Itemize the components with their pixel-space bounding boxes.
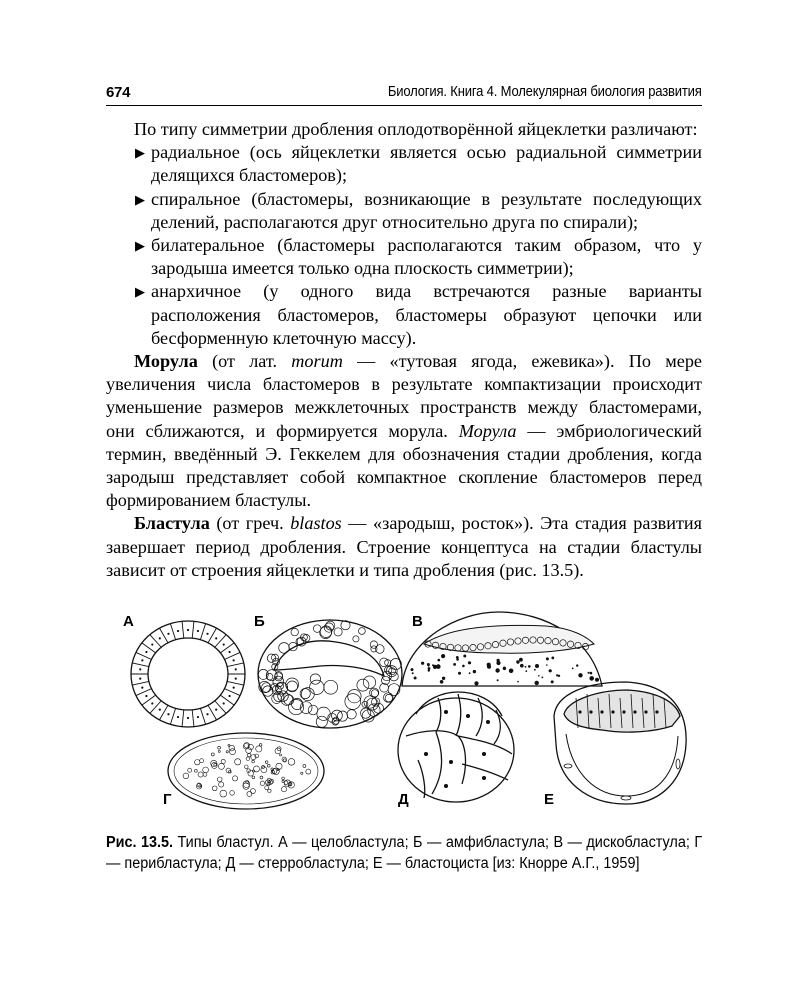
blastula-paragraph: Бластула (от греч. blastos — «зародыш, росток»). Эта стадия развития завершает период дробления. Строение концептуса на стадии бластулы зависит от строения яйцеклетки и типа дробления (рис. 13.5). [106,513,702,580]
list-item: ▶ радиальное (ось яйцеклетки является осью радиальной симметрии делящихся бластомеров); [135,142,702,186]
figure-caption [106,832,702,874]
intro-paragraph: По типу симметрии дробления оплодотворённой яйцеклетки различают: [134,119,698,139]
page-number: 674 [106,84,131,101]
label-e: Е [544,791,555,808]
running-title: Биология. Книга 4. Молекулярная биология развития [388,84,702,100]
sterroblastula-drawing [398,692,514,802]
triangle-bullet-icon: ▶ [135,191,145,207]
symmetry-list [134,141,702,350]
list-item: ▶ билатеральное (бластомеры располагаются таким образом, что у зародыша имеется только одна плоскость симметрии); [135,235,702,279]
blastula-term: Бластула [134,513,210,534]
label-a: А [123,613,134,630]
discoblastula-drawing [402,612,602,686]
body-text [106,118,702,582]
periblastula-drawing [168,733,324,809]
page-header [106,82,702,106]
morula-term: Морула [134,351,198,372]
label-d: Д [398,791,409,808]
header-rule [106,105,702,106]
list-item: ▶ анархичное (у одного вида встречаются разные варианты расположения бластомеров, бластомеры образуют цепочки или бесформенную клеточную массу). [135,281,702,348]
triangle-bullet-icon: ▶ [135,284,145,300]
blastocyst-drawing [554,682,686,804]
figure-blastula-types [106,604,702,826]
label-v: В [412,613,423,630]
morula-paragraph: Морула (от лат. morum — «тутовая ягода, ежевика»). По мере увеличения числа бластомеров в результате компактизации происходит уменьшение размеров межклеточных пространств между бластомерами, они сближаются, и формируется морула. Морула — эмбриологический термин, введённый Э. Геккелем для обозначения стадии дробления, когда зародыш представляет собой компактное скопление бластомеров перед формированием бластулы. [106,351,702,511]
caption-label: Рис. 13.5. [106,834,174,851]
label-g: Г [163,791,172,808]
list-item: ▶ спиральное (бластомеры, возникающие в результате последующих делений, располагаются друг относительно друга по спирали); [135,188,702,232]
amphiblastula-drawing [258,620,402,728]
label-b: Б [254,613,265,630]
coeloblastula-drawing [131,621,245,727]
triangle-bullet-icon: ▶ [135,145,145,161]
caption-text: Типы бластул. А — целобластула; Б — амфибластула; В — дискобластула; Г — перибластула; Д — стерробластула; Е — бластоциста [из: Кнорре А.Г., 1959] [106,834,703,872]
triangle-bullet-icon: ▶ [135,238,145,254]
